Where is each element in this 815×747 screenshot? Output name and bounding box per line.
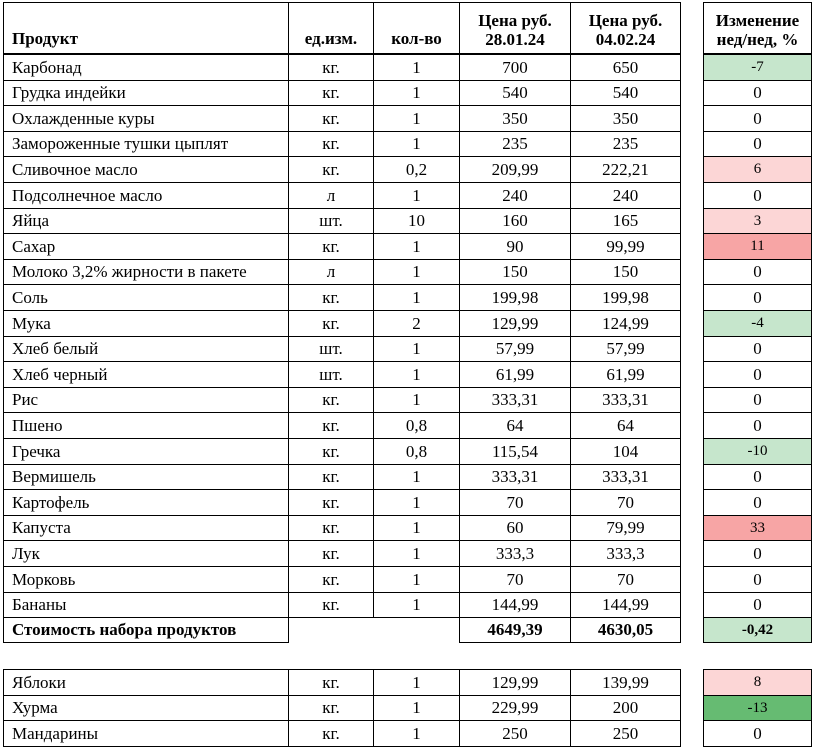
- qty-cell: 1: [373, 669, 460, 696]
- product-name: Хлеб белый: [3, 336, 289, 362]
- unit-cell: кг.: [288, 284, 374, 311]
- qty-cell: 1: [373, 566, 460, 593]
- product-name: Картофель: [3, 489, 289, 516]
- unit-cell: кг.: [288, 105, 374, 132]
- price-1-cell: 57,99: [459, 336, 571, 362]
- price-1-cell: 333,3: [459, 540, 571, 567]
- price-1-cell: 209,99: [459, 156, 571, 183]
- product-name: Сахар: [3, 233, 289, 260]
- qty-cell: 1: [373, 695, 460, 721]
- price-2-cell: 64: [570, 412, 681, 439]
- change-cell: 6: [703, 156, 812, 183]
- product-name: Соль: [3, 284, 289, 311]
- qty-cell: 1: [373, 54, 460, 81]
- qty-cell: 2: [373, 310, 460, 337]
- change-cell: 0: [703, 259, 812, 285]
- change-cell: 11: [703, 233, 812, 260]
- total-label: Стоимость набора продуктов: [3, 617, 289, 643]
- price-1-cell: 350: [459, 105, 571, 132]
- price-1-cell: 70: [459, 566, 571, 593]
- total-price-1: 4649,39: [459, 617, 571, 643]
- change-cell: 0: [703, 720, 812, 747]
- change-cell: 0: [703, 80, 812, 106]
- change-cell: 0: [703, 284, 812, 311]
- price-2-cell: 235: [570, 131, 681, 157]
- total-price-2: 4630,05: [570, 617, 681, 643]
- price-1-cell: 235: [459, 131, 571, 157]
- price-2-cell: 57,99: [570, 336, 681, 362]
- price-2-cell: 70: [570, 489, 681, 516]
- price-1-cell: 129,99: [459, 669, 571, 696]
- change-cell: 0: [703, 464, 812, 490]
- product-name: Карбонад: [3, 54, 289, 81]
- price-1-cell: 700: [459, 54, 571, 81]
- change-cell: 0: [703, 592, 812, 618]
- price-1-cell: 333,31: [459, 464, 571, 490]
- header-price-2-label: Цена руб.: [588, 11, 663, 30]
- price-2-cell: 124,99: [570, 310, 681, 337]
- unit-cell: кг.: [288, 515, 374, 541]
- product-name: Вермишель: [3, 464, 289, 490]
- product-name: Сливочное масло: [3, 156, 289, 183]
- change-cell: -13: [703, 695, 812, 721]
- unit-cell: шт.: [288, 336, 374, 362]
- header-price-2-date: 04.02.24: [595, 30, 656, 49]
- change-cell: 3: [703, 208, 812, 234]
- qty-cell: 0,2: [373, 156, 460, 183]
- product-name: Охлажденные куры: [3, 105, 289, 132]
- price-1-cell: 150: [459, 259, 571, 285]
- price-1-cell: 129,99: [459, 310, 571, 337]
- change-cell: 0: [703, 489, 812, 516]
- price-2-cell: 650: [570, 54, 681, 81]
- price-1-cell: 90: [459, 233, 571, 260]
- qty-cell: 1: [373, 259, 460, 285]
- header-change: [703, 2, 812, 54]
- price-2-cell: 104: [570, 438, 681, 465]
- unit-cell: кг.: [288, 387, 374, 413]
- price-2-cell: 165: [570, 208, 681, 234]
- unit-cell: шт.: [288, 361, 374, 388]
- header-price-1-date: 28.01.24: [485, 30, 545, 49]
- header-price-1-label: Цена руб.: [478, 11, 552, 30]
- qty-cell: 1: [373, 284, 460, 311]
- unit-cell: кг.: [288, 412, 374, 439]
- change-cell: 0: [703, 182, 812, 209]
- price-1-cell: 61,99: [459, 361, 571, 388]
- price-2-cell: 99,99: [570, 233, 681, 260]
- change-cell: -7: [703, 54, 812, 81]
- qty-cell: 1: [373, 105, 460, 132]
- price-1-cell: 60: [459, 515, 571, 541]
- price-1-cell: 144,99: [459, 592, 571, 618]
- price-1-cell: 240: [459, 182, 571, 209]
- qty-cell: 1: [373, 464, 460, 490]
- price-2-cell: 222,21: [570, 156, 681, 183]
- header-price-1: [459, 2, 571, 54]
- price-1-cell: 333,31: [459, 387, 571, 413]
- product-name: Пшено: [3, 412, 289, 439]
- price-2-cell: 144,99: [570, 592, 681, 618]
- price-2-cell: 139,99: [570, 669, 681, 696]
- change-cell: 0: [703, 105, 812, 132]
- header-unit: ед.изм.: [288, 2, 374, 54]
- product-name: Подсолнечное масло: [3, 182, 289, 209]
- price-2-cell: 540: [570, 80, 681, 106]
- product-name: Хлеб черный: [3, 361, 289, 388]
- product-name: Яблоки: [3, 669, 289, 696]
- total-change: -0,42: [703, 617, 812, 643]
- product-name: Гречка: [3, 438, 289, 465]
- price-2-cell: 200: [570, 695, 681, 721]
- product-name: Рис: [3, 387, 289, 413]
- qty-cell: 1: [373, 80, 460, 106]
- price-2-cell: 70: [570, 566, 681, 593]
- change-cell: 0: [703, 131, 812, 157]
- header-product: Продукт: [3, 2, 289, 54]
- qty-cell: 1: [373, 387, 460, 413]
- price-1-cell: 64: [459, 412, 571, 439]
- price-1-cell: 229,99: [459, 695, 571, 721]
- price-2-cell: 199,98: [570, 284, 681, 311]
- header-change-line1: Изменение: [715, 11, 800, 30]
- qty-cell: 1: [373, 592, 460, 618]
- unit-cell: кг.: [288, 310, 374, 337]
- unit-cell: кг.: [288, 131, 374, 157]
- header-change-line2: нед/нед, %: [716, 30, 799, 49]
- qty-cell: 1: [373, 361, 460, 388]
- price-1-cell: 199,98: [459, 284, 571, 311]
- unit-cell: кг.: [288, 489, 374, 516]
- price-1-cell: 540: [459, 80, 571, 106]
- price-2-cell: 333,31: [570, 464, 681, 490]
- product-name: Молоко 3,2% жирности в пакете: [3, 259, 289, 285]
- qty-cell: 10: [373, 208, 460, 234]
- price-2-cell: 250: [570, 720, 681, 747]
- price-2-cell: 350: [570, 105, 681, 132]
- qty-cell: 1: [373, 182, 460, 209]
- price-1-cell: 115,54: [459, 438, 571, 465]
- change-cell: 8: [703, 669, 812, 696]
- price-1-cell: 250: [459, 720, 571, 747]
- price-2-cell: 61,99: [570, 361, 681, 388]
- change-cell: -10: [703, 438, 812, 465]
- change-cell: -4: [703, 310, 812, 337]
- price-1-cell: 70: [459, 489, 571, 516]
- qty-cell: 1: [373, 131, 460, 157]
- price-1-cell: 160: [459, 208, 571, 234]
- price-2-cell: 333,31: [570, 387, 681, 413]
- product-name: Лук: [3, 540, 289, 567]
- unit-cell: л: [288, 259, 374, 285]
- product-name: Бананы: [3, 592, 289, 618]
- qty-cell: 1: [373, 515, 460, 541]
- header-price-2: [570, 2, 681, 54]
- qty-cell: 1: [373, 489, 460, 516]
- header-qty: кол-во: [373, 2, 460, 54]
- unit-cell: кг.: [288, 438, 374, 465]
- change-cell: 33: [703, 515, 812, 541]
- change-cell: 0: [703, 361, 812, 388]
- unit-cell: кг.: [288, 720, 374, 747]
- product-name: Грудка индейки: [3, 80, 289, 106]
- price-2-cell: 150: [570, 259, 681, 285]
- change-cell: 0: [703, 336, 812, 362]
- product-name: Замороженные тушки цыплят: [3, 131, 289, 157]
- qty-cell: 0,8: [373, 438, 460, 465]
- qty-cell: 1: [373, 720, 460, 747]
- price-2-cell: 333,3: [570, 540, 681, 567]
- unit-cell: кг.: [288, 566, 374, 593]
- price-2-cell: 240: [570, 182, 681, 209]
- product-name: Морковь: [3, 566, 289, 593]
- product-name: Капуста: [3, 515, 289, 541]
- unit-cell: кг.: [288, 464, 374, 490]
- product-name: Мука: [3, 310, 289, 337]
- price-2-cell: 79,99: [570, 515, 681, 541]
- product-name: Яйца: [3, 208, 289, 234]
- change-cell: 0: [703, 540, 812, 567]
- change-cell: 0: [703, 387, 812, 413]
- unit-cell: кг.: [288, 233, 374, 260]
- product-name: Мандарины: [3, 720, 289, 747]
- unit-cell: кг.: [288, 540, 374, 567]
- unit-cell: кг.: [288, 156, 374, 183]
- unit-cell: кг.: [288, 54, 374, 81]
- product-name: Хурма: [3, 695, 289, 721]
- unit-cell: шт.: [288, 208, 374, 234]
- unit-cell: кг.: [288, 592, 374, 618]
- unit-cell: кг.: [288, 669, 374, 696]
- unit-cell: кг.: [288, 695, 374, 721]
- change-cell: 0: [703, 412, 812, 439]
- unit-cell: л: [288, 182, 374, 209]
- qty-cell: 1: [373, 233, 460, 260]
- change-cell: 0: [703, 566, 812, 593]
- qty-cell: 1: [373, 336, 460, 362]
- unit-cell: кг.: [288, 80, 374, 106]
- qty-cell: 0,8: [373, 412, 460, 439]
- qty-cell: 1: [373, 540, 460, 567]
